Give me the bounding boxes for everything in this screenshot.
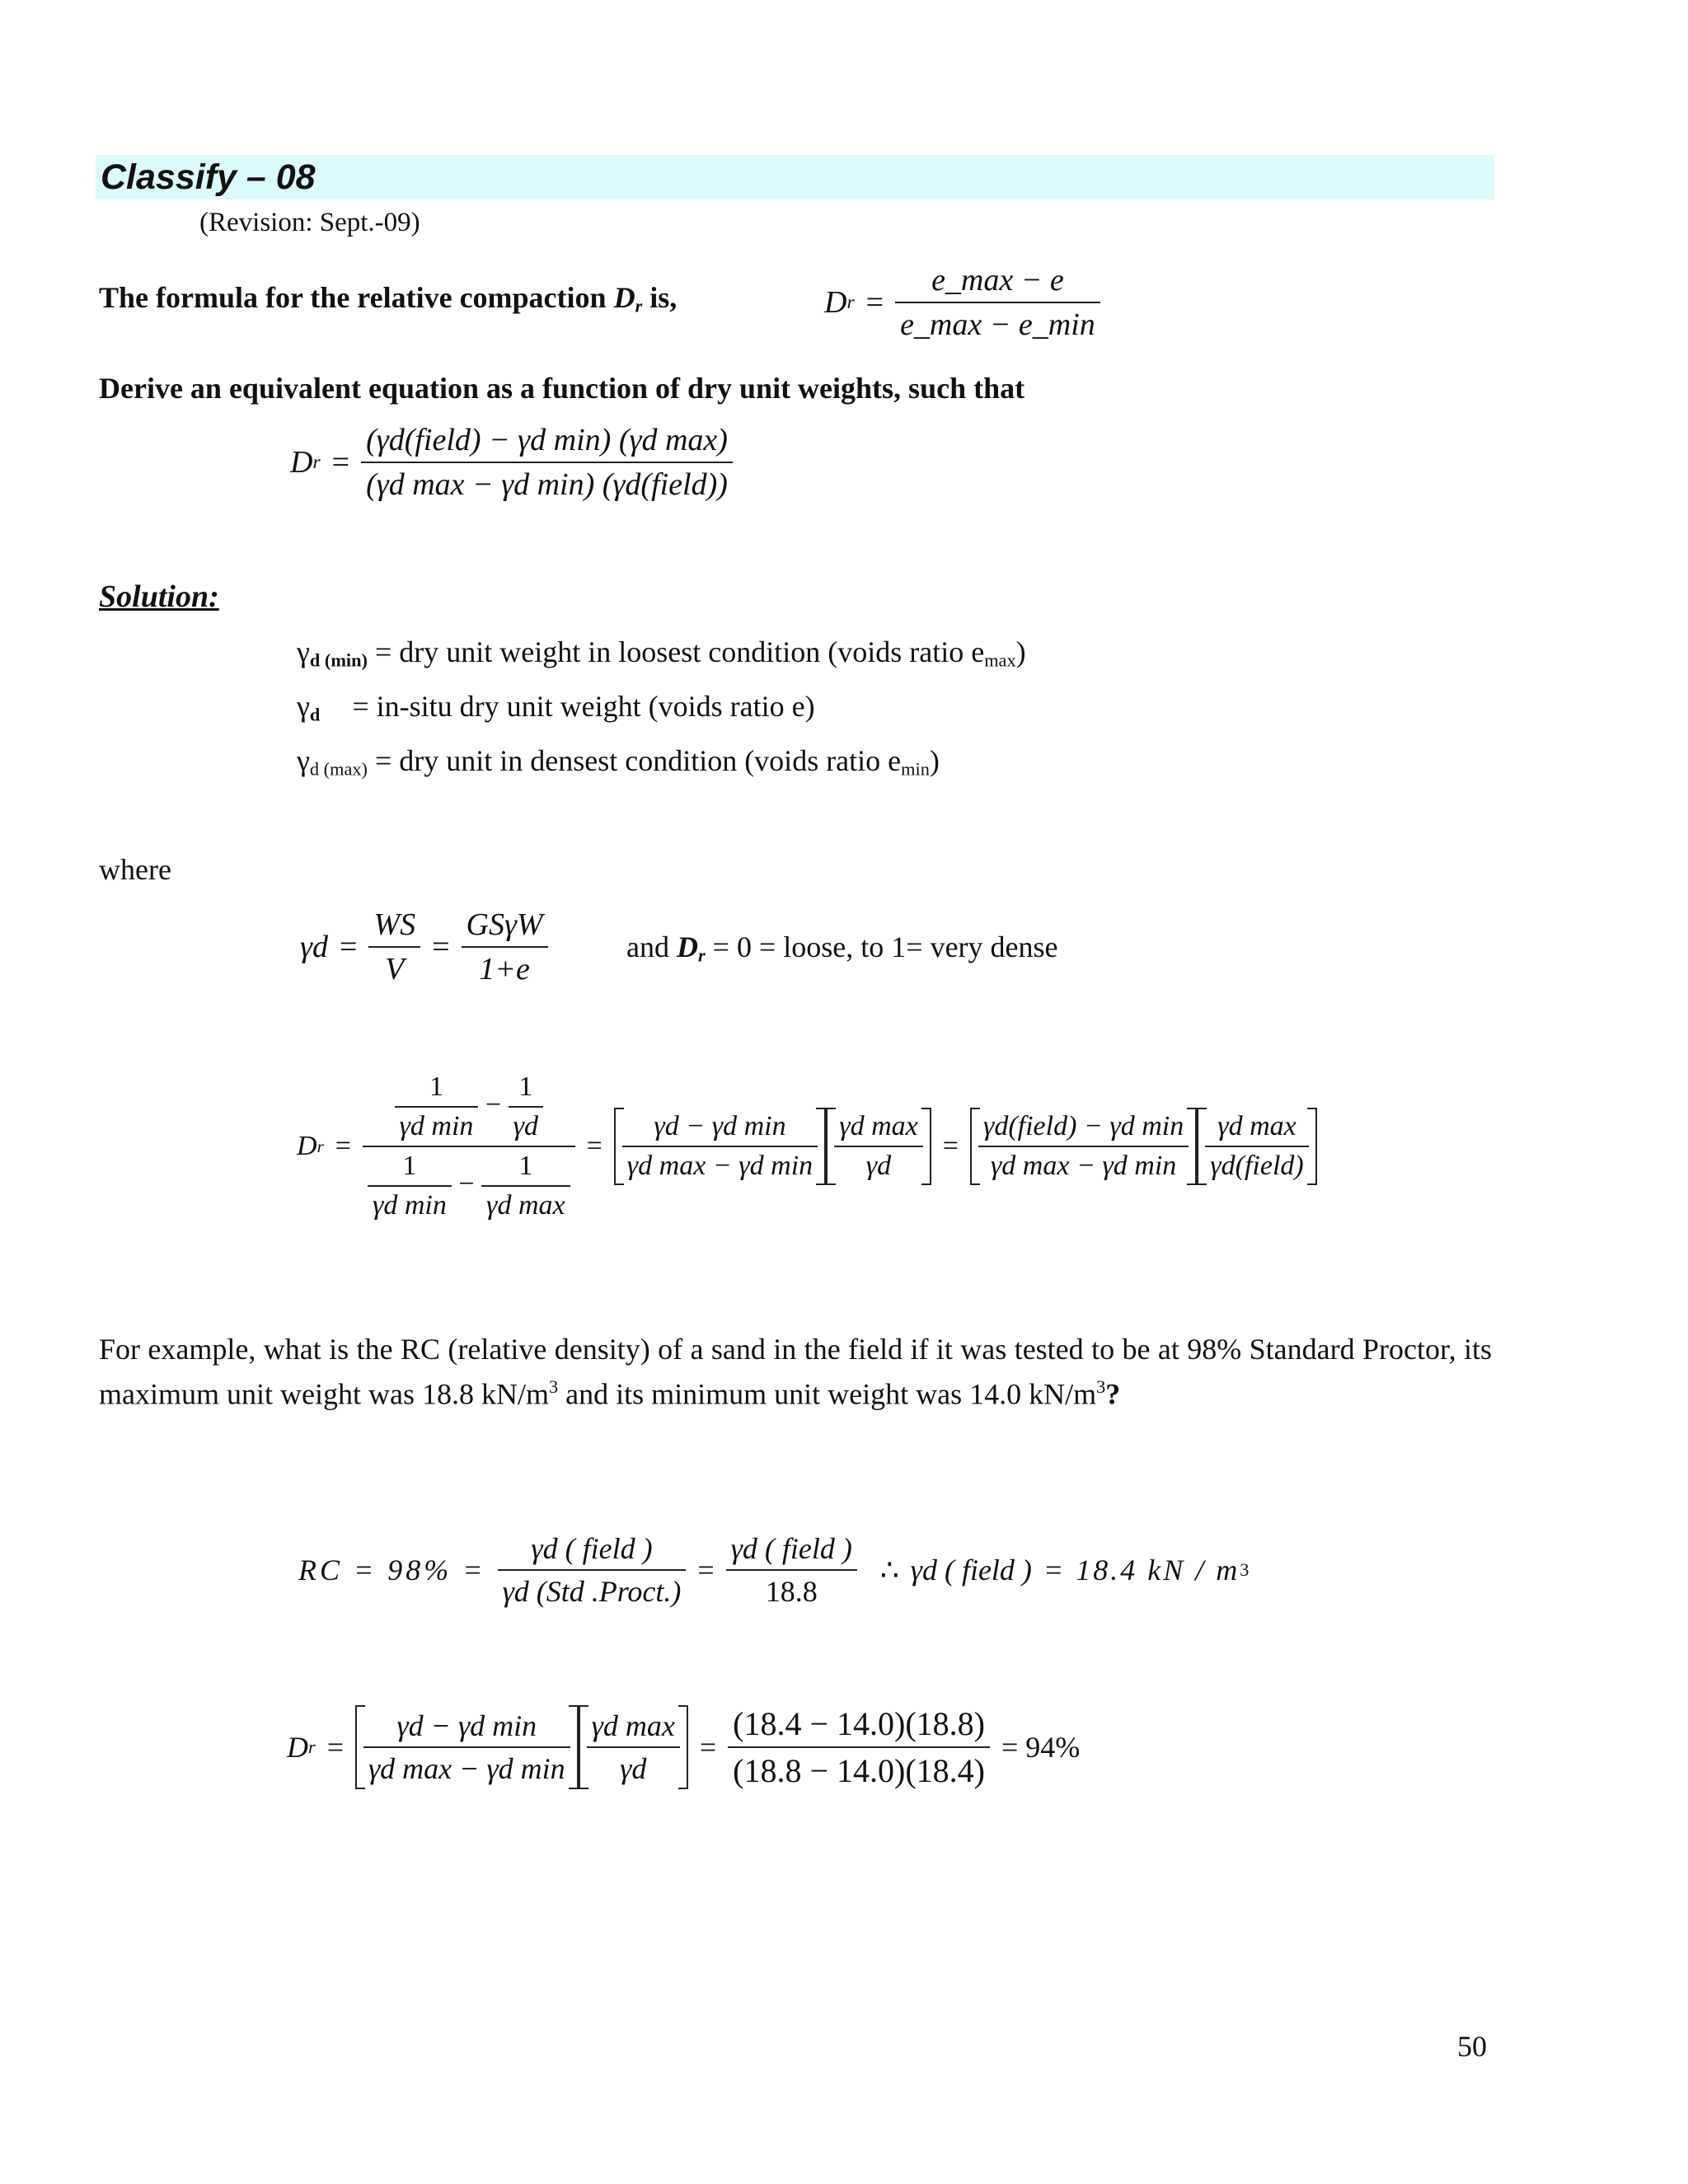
gamma-subscript: d (max) [309,758,368,780]
one: 1 [368,1151,452,1187]
final-calculation: D r = $\frac{\text{γd − γd min}}{\text{γd max − γd min}}$ $\frac{\text{γd max}}{\gamma d}$ = $\frac{(18.4 - 14.0)(18.8)}{(18.8 - 14.0)(18.4)}$ = 94% [287,1705,1081,1789]
page-number: 50 [1457,2030,1487,2063]
gamma-dmin: γd min [738,1151,814,1181]
example-text-b: and its minimum unit weight was 14.0 kN/m [558,1377,1097,1411]
target-den-a: (γd max − γd min) [366,467,595,502]
gamma-dmax: γd max [368,1752,452,1785]
v-denominator: V [385,952,405,987]
gamma-d: γd [396,1709,424,1742]
final-denominator: (18.8 − 14.0)(18.4) [733,1752,985,1789]
gamma-dmax: γd max [990,1151,1070,1181]
definition-tail: ) [1015,635,1026,668]
rc-frac1-den: γd (Std .Proct.) [502,1575,682,1608]
gamma-dmin: γd min [457,1709,537,1742]
definition-tail: ) [929,744,940,777]
gamma-d: γd [654,1111,679,1141]
dr-def-denominator: e_max − e_min [900,307,1095,342]
gamma-symbol: γ [297,744,310,777]
reciprocal-fraction: $\frac{1}{\text{γd min}}$ − $\frac{1}{\gamma d}$ $\frac{1}{\text{γd min}}$ − $\frac{1}{\text{γd max}}$ [363,1071,575,1221]
gamma-symbol: γ [297,635,310,668]
rc-frac2-num: γd ( field ) [726,1531,857,1571]
ws-numerator: WS [368,907,420,948]
formula-intro-text: The formula for the relative compaction [99,281,614,314]
gamma-dmax: γd max [626,1151,706,1181]
example-sup-2: 3 [1096,1376,1106,1397]
derivation-equation: D r = $\frac{1}{\text{γd min}}$ − $\frac{1}{\gamma d}$ $\frac{1}{\text{γd min}}$ − $\frac{1}{\text{γd max}}$ = $\frac{\text{γd − γd min}}{\text{γd max − γd min}}$ $\frac{\text{γd max}}{\gamma d}$ = $\frac{\text{γd(field) − γd min}}{\text{γd max − γd min}}$ $\frac{\text{γd max}}{\text{γd(field)}}$ [297,1071,1317,1221]
page-title: Classify – 08 [101,157,316,197]
target-den-b: (γd(field)) [602,467,728,502]
gs-gw-numerator: GSγW [462,907,548,948]
example-text-a: For example, what is the RC (relative density) of a sand in the field if it was tested to be at 98% Standard Proctor, its maximum unit weight was 18.8 kN/m [99,1333,1492,1411]
gamma-dmin: γd min [486,1752,565,1785]
gamma-dmax: γd max [587,1708,680,1748]
gamma-d: γd [620,1752,647,1785]
formula-intro-tail: is, [642,281,678,314]
solution-heading: Solution: [99,579,219,614]
gamma-dmax: γd max [486,1190,565,1221]
definition-gamma-dmin [297,635,1026,672]
example-question-mark: ? [1105,1377,1121,1411]
one-plus-e-denominator: 1+e [479,952,530,987]
one: 1 [481,1151,570,1187]
dr-definition-equation: D r = $\frac{e\_\max - e}{e\_\max - e\_\min}$ [824,262,1100,343]
rc-result-sup: 3 [1240,1559,1250,1580]
gamma-symbol: γ [297,690,310,723]
dr-def-lhs: D [824,285,847,320]
gamma-subscript: d (min) [309,649,368,671]
rc-frac2-den: 18.8 [765,1575,818,1608]
definition-tail-sub: max [984,649,1016,671]
dr-range-text: = 0 = loose, to 1= very dense [705,930,1058,963]
dr-range-var: D [676,930,698,963]
definition-text: = in-situ dry unit weight (voids ratio e) [352,690,815,723]
target-equation: D r = $\frac{\text{(γd(field) − γd min) (γd max)}}{\text{(γd max − γd min) (γd(field))}}$ [290,422,733,503]
dr-def-fraction [895,262,1100,343]
one: 1 [395,1071,479,1108]
target-num-a: (γd(field) − γd min) [366,423,612,457]
gamma-d-lhs: γd [300,930,328,964]
dr-subscript: r [635,295,643,316]
dr-def-lhs-sub: r [846,291,855,313]
rc-lhs: RC = 98% = [298,1554,486,1586]
gamma-dmin: γd min [372,1190,447,1221]
gamma-d: γd [513,1111,539,1141]
definition-tail-sub: min [901,758,930,780]
rc-equation: RC = 98% = $\frac{\text{γd ( field )}}{\text{γd (Std .Proct.)}}$ = $\frac{\text{γd ( field )}}{18.8}$ ∴ γd ( field ) = 18.4 kN / m 3 [298,1532,1250,1608]
where-label: where [99,853,171,886]
gamma-dfield: γd(field) [982,1111,1077,1141]
derive-instruction: Derive an equivalent equation as a function of dry unit weights, such that [99,372,1025,405]
revision-note: (Revision: Sept.-09) [199,208,420,237]
dr-range-sub: r [697,944,706,966]
target-fraction [361,422,733,503]
final-result: = 94% [1001,1731,1081,1764]
therefore-symbol: ∴ [879,1554,899,1586]
gamma-dmin: γd min [399,1111,474,1141]
rc-result-lhs: γd ( field ) [910,1554,1032,1586]
rc-result-rhs: = 18.4 kN / m [1043,1554,1240,1586]
one: 1 [509,1071,543,1108]
dr-range-note [626,930,1058,967]
gamma-dmin: γd min [711,1111,786,1141]
example-sup-1: 3 [548,1376,559,1397]
formula-intro [99,280,677,317]
gamma-dmax: γd max [1205,1111,1308,1147]
gamma-dfield: γd(field) [1210,1151,1304,1181]
dr-range-and: and [626,930,677,963]
gamma-dmin: γd min [1102,1151,1177,1181]
gamma-dmin: γd min [1109,1111,1184,1141]
dr-def-numerator: e_max − e [895,262,1100,303]
final-numerator: (18.4 − 14.0)(18.8) [728,1704,990,1748]
gamma-d: γd [865,1151,892,1181]
gamma-dmax: γd max [834,1111,923,1147]
definition-gamma-dmax [297,743,940,780]
target-num-b: (γd max) [618,423,728,457]
definition-text: = dry unit in densest condition (voids ratio e [374,744,902,777]
unit-weight-equation: γd = $\frac{WS}{V}$ = $\frac{\text{GSγW}}{1+e}$ [300,907,548,987]
definition-text: = dry unit weight in loosest condition (voids ratio e [374,635,985,668]
gamma-subscript: d [309,704,321,725]
definition-gamma-d [297,689,815,726]
dr-symbol: D [613,281,635,314]
example-paragraph [99,1330,1492,1413]
rc-frac1-num: γd ( field ) [498,1531,687,1571]
